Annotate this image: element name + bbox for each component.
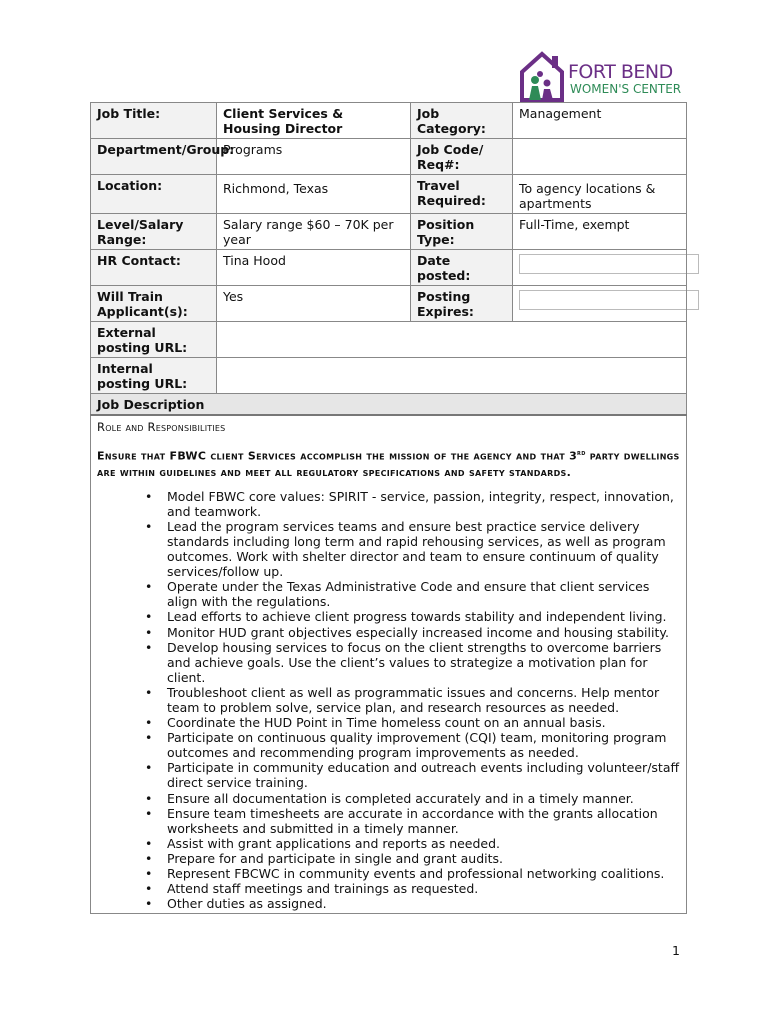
department-label: Department/Group:: [91, 139, 217, 175]
list-item: • Ensure all documentation is completed accurately and in a timely manner.: [167, 791, 680, 806]
level-value: Salary range $60 – 70K per year: [217, 214, 411, 250]
job-category-value: Management: [513, 103, 687, 139]
list-item: • Model FBWC core values: SPIRIT - service, passion, integrity, respect, innovation, and teamwork.: [167, 489, 680, 519]
list-item: • Coordinate the HUD Point in Time homeless count on an annual basis.: [167, 715, 680, 730]
external-url-label: External posting URL:: [91, 322, 217, 358]
position-type-value: Full-Time, exempt: [513, 214, 687, 250]
list-item: • Develop housing services to focus on the client strengths to overcome barriers and achieve goals. Use the client’s values to strategize a motivation plan for client.: [167, 640, 680, 685]
department-value: Programs: [217, 139, 411, 175]
job-title-label: Job Title:: [91, 103, 217, 139]
list-item: • Operate under the Texas Administrative Code and ensure that client services align with the regulations.: [167, 579, 680, 609]
list-item: • Participate in community education and outreach events including volunteer/staff direct service training.: [167, 760, 680, 790]
list-item: • Represent FBCWC in community events and professional networking coalitions.: [167, 866, 680, 881]
list-item: • Other duties as assigned.: [167, 896, 680, 911]
list-item: • Prepare for and participate in single and grant audits.: [167, 851, 680, 866]
date-posted-cell: [513, 250, 687, 286]
list-item: • Troubleshoot client as well as programmatic issues and concerns. Help mentor team to problem solve, service plan, and research resources as needed.: [167, 685, 680, 715]
fbwc-logo: [518, 50, 688, 102]
will-train-label: Will Train Applicant(s):: [91, 286, 217, 322]
list-item: • Ensure team timesheets are accurate in accordance with the grants allocation worksheets and submitted in a timely manner.: [167, 806, 680, 836]
page-number: 1: [672, 943, 680, 958]
will-train-value: Yes: [217, 286, 411, 322]
list-item: • Attend staff meetings and trainings as requested.: [167, 881, 680, 896]
table-row: [91, 415, 687, 914]
list-item: • Monitor HUD grant objectives especially increased income and housing stability.: [167, 625, 680, 640]
internal-url-label: Internal posting URL:: [91, 358, 217, 394]
role-heading: Role and Responsibilities: [97, 420, 226, 434]
list-item: • Lead efforts to achieve client progress towards stability and independent living.: [167, 609, 680, 624]
table-row: [91, 214, 687, 250]
posting-expires-cell: [513, 286, 687, 322]
ensure-statement: [97, 445, 680, 481]
job-description-body: [91, 415, 687, 914]
job-category-label: Job Category:: [411, 103, 513, 139]
list-item: • Assist with grant applications and reports as needed.: [167, 836, 680, 851]
ensure-text-start: Ensure that FBWC client Services accomplish the mission of the agency and that 3: [97, 449, 578, 463]
house-logo-icon: [518, 50, 566, 102]
list-item: • Lead the program services teams and ensure best practice service delivery standards including long term and rapid rehousing services, as well as program outcomes. Work with shelter director and team to ensure continuum of quality services/follow up.: [167, 519, 680, 579]
internal-url-value: [217, 358, 687, 394]
job-code-label: Job Code/ Req#:: [411, 139, 513, 175]
hr-contact-value: Tina Hood: [217, 250, 411, 286]
list-item: • Participate on continuous quality improvement (CQI) team, monitoring program outcomes and recommending program improvements as needed.: [167, 730, 680, 760]
travel-label: Travel Required:: [411, 175, 513, 214]
job-code-value: [513, 139, 687, 175]
location-label: Location:: [91, 175, 217, 214]
posting-expires-field[interactable]: [519, 290, 699, 310]
table-row: [91, 322, 687, 358]
date-posted-label: Date posted:: [411, 250, 513, 286]
table-row: [91, 139, 687, 175]
date-posted-field[interactable]: [519, 254, 699, 274]
ensure-text-end: party dwellings are within guidelines and meet all regulatory specifications and safety standards.: [97, 449, 680, 479]
position-type-label: Position Type:: [411, 214, 513, 250]
level-label: Level/Salary Range:: [91, 214, 217, 250]
responsibilities-list: [97, 489, 680, 912]
job-title-value: Client Services & Housing Director: [217, 103, 411, 139]
job-description-header: Job Description: [91, 394, 687, 416]
table-row: [91, 250, 687, 286]
location-value: Richmond, Texas: [217, 175, 411, 214]
hr-contact-label: HR Contact:: [91, 250, 217, 286]
external-url-value: [217, 322, 687, 358]
travel-value: To agency locations & apartments: [513, 175, 687, 214]
posting-expires-label: Posting Expires:: [411, 286, 513, 322]
table-row: [91, 394, 687, 416]
table-row: [91, 286, 687, 322]
logo-text-line2: WOMEN'S CENTER: [570, 82, 682, 96]
table-row: [91, 175, 687, 214]
table-row: [91, 103, 687, 139]
logo-text-line1: FORT BEND: [568, 61, 673, 83]
ensure-superscript: rd: [577, 449, 586, 457]
job-info-table: [90, 102, 687, 914]
table-row: [91, 358, 687, 394]
